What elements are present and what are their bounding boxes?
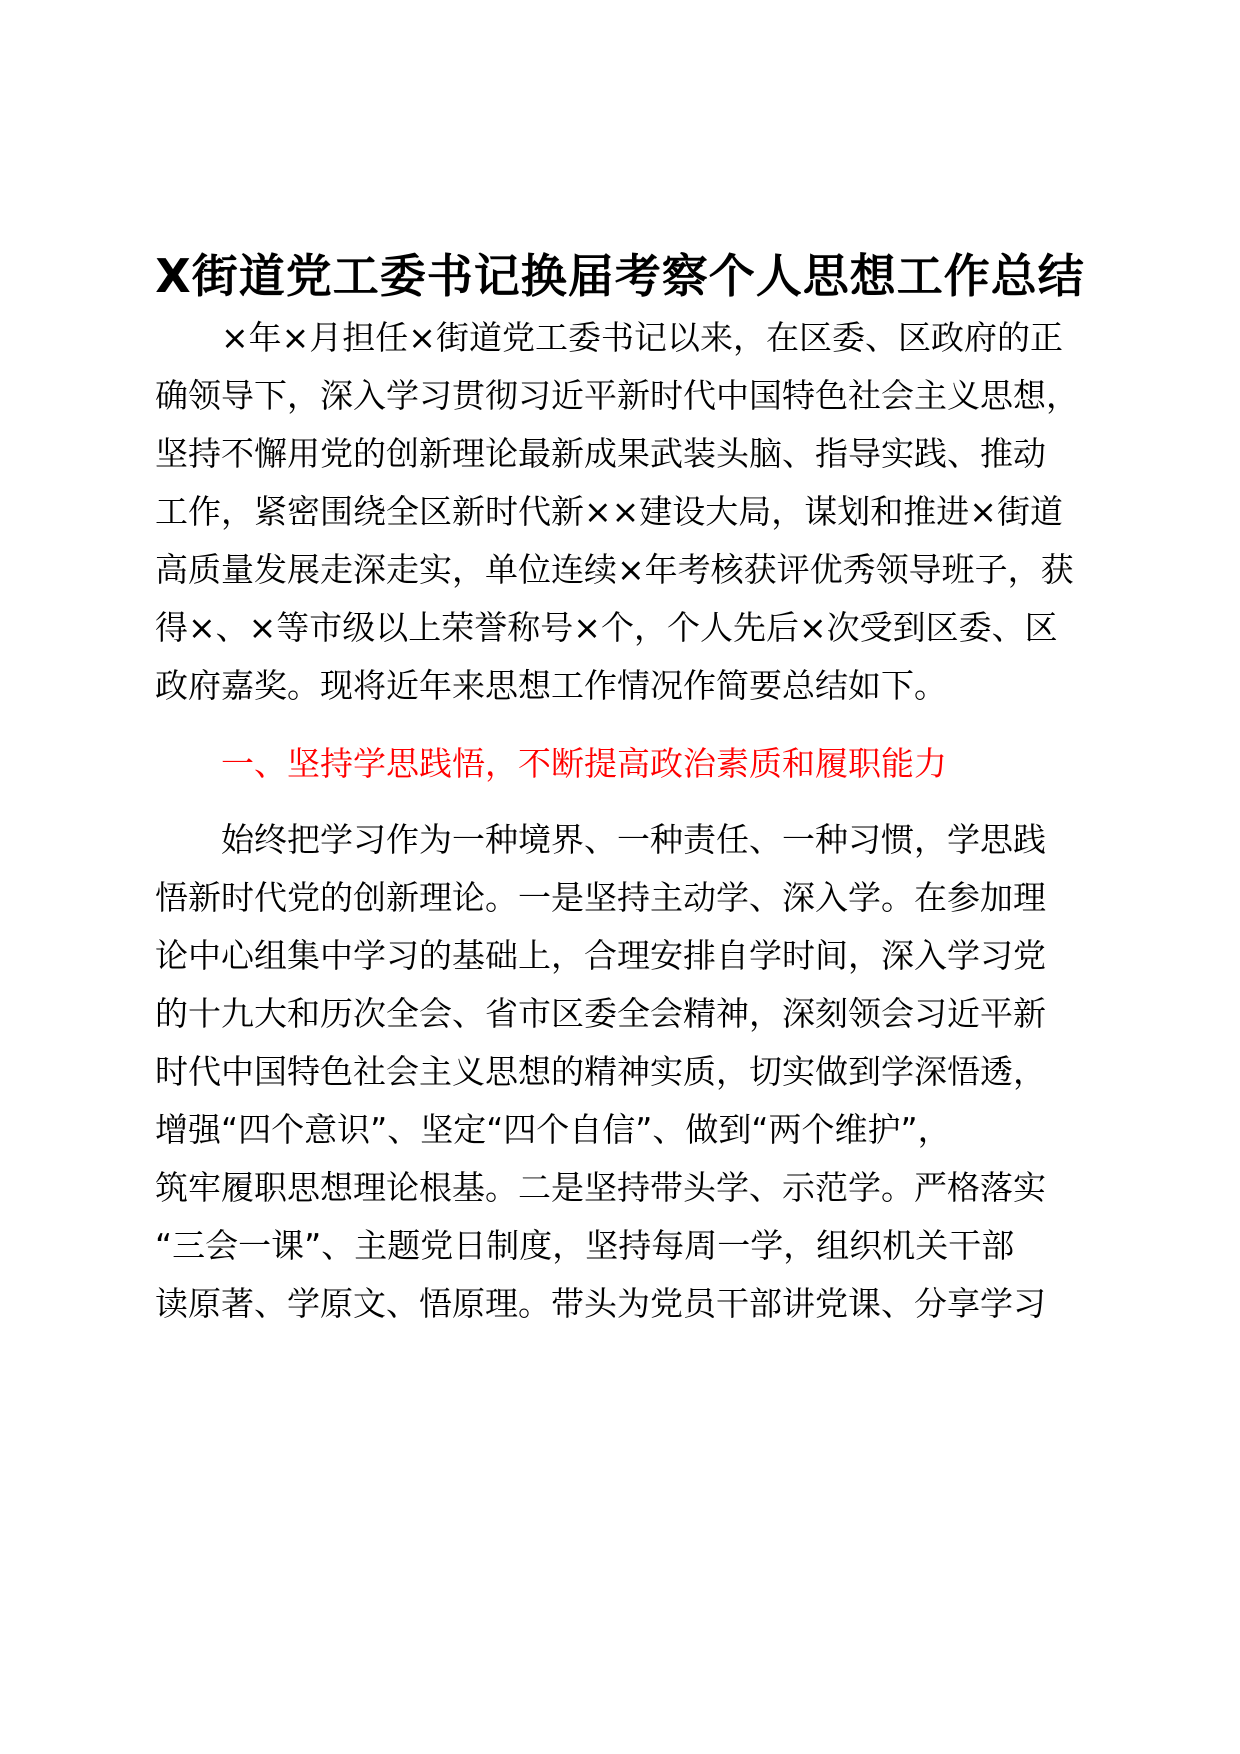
section1-line-7: 筑牢履职思想理论根基。二是坚持带头学、示范学。严格落实: [155, 1168, 1046, 1207]
section1-line-9: 读原著、学原文、悟原理。带头为党员干部讲党课、分享学习: [155, 1284, 1046, 1323]
section-heading-1: 一、坚持学思践悟，不断提高政治素质和履职能力: [221, 744, 947, 783]
section1-line-2: 悟新时代党的创新理论。一是坚持主动学、深入学。在参加理: [155, 878, 1046, 917]
document-title: X街道党工委书记换届考察个人思想工作总结: [155, 249, 1085, 303]
section1-line-5: 时代中国特色社会主义思想的精神实质，切实做到学深悟透，: [155, 1052, 1046, 1091]
intro-line-2: 确领导下，深入学习贯彻习近平新时代中国特色社会主义思想，: [155, 376, 1079, 415]
section1-line-4: 的十九大和历次全会、省市区委全会精神，深刻领会习近平新: [155, 994, 1046, 1033]
intro-line-6: 得×、×等市级以上荣誉称号×个，个人先后×次受到区委、区: [155, 608, 1058, 647]
section1-line-6: 增强“四个意识”、坚定“四个自信”、做到“两个维护”，: [155, 1110, 951, 1149]
intro-line-3: 坚持不懈用党的创新理论最新成果武装头脑、指导实践、推动: [155, 434, 1046, 473]
section1-line-3: 论中心组集中学习的基础上，合理安排自学时间，深入学习党: [155, 936, 1046, 975]
intro-line-5: 高质量发展走深走实，单位连续×年考核获评优秀领导班子，获: [155, 550, 1074, 589]
intro-line-7: 政府嘉奖。现将近年来思想工作情况作简要总结如下。: [155, 666, 947, 705]
intro-line-4: 工作，紧密围绕全区新时代新××建设大局，谋划和推进×街道: [155, 492, 1063, 531]
intro-line-1: ×年×月担任×街道党工委书记以来，在区委、区政府的正: [221, 318, 1063, 357]
section1-line-8: “三会一课”、主题党日制度，坚持每周一学，组织机关干部: [155, 1226, 1015, 1265]
section1-line-1: 始终把学习作为一种境界、一种责任、一种习惯，学思践: [221, 820, 1046, 859]
